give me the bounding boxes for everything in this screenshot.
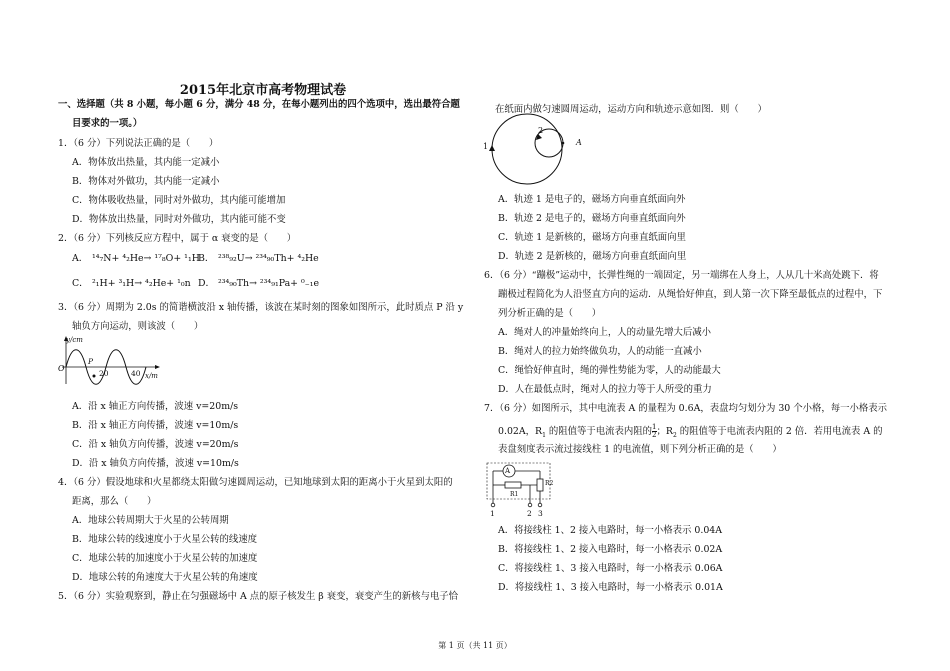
q7-fraction-numerator: 1 (652, 423, 657, 431)
q7-terminal-3-label: 3 (538, 509, 543, 518)
q5-option-c: C．轨迹 1 是新核的，磁场方向垂直纸面向里 (498, 232, 686, 243)
q7-terminal-1-label: 1 (490, 509, 495, 518)
q6-option-b: B．绳对人的拉力始终做负功，人的动能一直减小 (498, 346, 702, 357)
q3-option-a: A．沿 x 轴正方向传播，波速 v=20m/s (72, 401, 239, 412)
q6-stem-line2: 蹦极过程简化为人沿竖直方向的运动．从绳恰好伸直，到人第一次下降至最低点的过程中，下 (498, 289, 883, 300)
q2-option-c-label: C． (72, 278, 89, 289)
q2-option-a-equation: ¹⁴₇N+ ⁴₂He→ ¹⁷₈O+ ¹₁H (92, 253, 200, 264)
terminal-2-marker (528, 503, 532, 507)
page-title: 2015年北京市高考物理试卷 (179, 83, 347, 98)
resistor-r2 (537, 479, 543, 491)
q4-option-c: C．地球公转的加速度小于火星公转的加速度 (72, 553, 258, 564)
q4-option-a: A．地球公转周期大于火星的公转周期 (72, 515, 229, 526)
q7-r1-label: R1 (510, 491, 519, 498)
q2-option-b-equation: ²³⁸₉₂U→ ²³⁴₉₀Th+ ⁴₂He (218, 253, 319, 264)
q2-option-c-equation: ²₁H+ ³₁H→ ⁴₂He+ ¹₀n (92, 278, 191, 289)
q7-stem-part-d: ；R (656, 426, 673, 437)
terminal-1-marker (491, 503, 495, 507)
q4-stem-line2: 距离，那么（ ） (72, 496, 157, 507)
q7-option-d: D．将接线柱 1、3 接入电路时，每一小格表示 0.01A (498, 582, 723, 593)
q7-option-a: A．将接线柱 1、2 接入电路时，每一小格表示 0.04A (498, 525, 723, 536)
q5-option-a: A．轨迹 1 是电子的，磁场方向垂直纸面向外 (498, 194, 686, 205)
q1-option-a: A．物体放出热量，其内能一定减小 (72, 157, 220, 168)
q1-option-d: D．物体放出热量，同时对外做功，其内能可能不变 (72, 214, 286, 225)
q4-stem-line1: 4．（6 分）假设地球和火星都绕太阳做匀速圆周运动，已知地球到太阳的距离小于火星到太阳的 (58, 477, 453, 488)
point-p-marker (93, 375, 96, 378)
q3-stem-line1: 3．（6 分）周期为 2.0s 的简谐横波沿 x 轴传播，该波在某时刻的图象如图所示，此时质点 P 沿 y (58, 302, 464, 313)
q3-option-b: B．沿 x 轴正方向传播，波速 v=10m/s (72, 420, 239, 431)
q6-option-d: D．人在最低点时，绳对人的拉力等于人所受的重力 (498, 384, 712, 395)
q6-stem-line1: 6．（6 分）“蹦极”运动中，长弹性绳的一端固定，另一端绑在人身上，人从几十米高处跳下．将 (484, 270, 879, 281)
q5-trajectory-figure (484, 115, 584, 193)
q7-circuit-figure (485, 461, 565, 523)
page-footer: 第 1 页（共 11 页） (438, 641, 512, 650)
q7-ammeter-label: A (505, 467, 511, 475)
q7-stem-line3: 表盘刻度表示流过接线柱 1 的电流值，则下列分析正确的是（ ） (498, 444, 782, 455)
q3-origin-label: O (58, 364, 65, 373)
q4-option-b: B．地球公转的线速度小于火星公转的线速度 (72, 534, 258, 545)
q7-r1-subscript: 1 (542, 431, 546, 439)
trajectory-1-circle (492, 114, 562, 184)
q5-label-1: 1 (483, 142, 489, 151)
q3-tick-40: 40 (131, 369, 141, 378)
resistor-r1 (505, 482, 521, 488)
q1-option-b: B．物体对外做功，其内能一定减小 (72, 176, 220, 187)
x-axis-arrow (155, 365, 160, 369)
q3-stem-line2: 轴负方向运动，则该波（ ） (72, 321, 204, 332)
q1-option-c: C．物体吸收热量，同时对外做功，其内能可能增加 (72, 195, 286, 206)
trajectory-1-arrow (489, 145, 495, 151)
q7-option-c: C．将接线柱 1、3 接入电路时，每一小格表示 0.06A (498, 563, 723, 574)
q6-stem-line3: 列分析正确的是（ ） (498, 308, 602, 319)
q2-stem: 2．（6 分）下列核反应方程中，属于 α 衰变的是（ ） (58, 233, 297, 244)
q7-fraction-denominator: 2 (652, 431, 657, 439)
terminal-3-marker (538, 503, 542, 507)
q6-option-c: C．绳恰好伸直时，绳的弹性势能为零，人的动能最大 (498, 365, 721, 376)
q2-option-b-label: B． (198, 253, 215, 264)
q7-r2-subscript: 2 (672, 431, 677, 439)
q5-option-d: D．轨迹 2 是新核的，磁场方向垂直纸面向里 (498, 251, 687, 262)
q3-option-d: D．沿 x 轴负方向传播，波速 v=10m/s (72, 458, 239, 469)
q3-y-label: y/cm (66, 336, 83, 344)
q7-stem-line2 (498, 424, 883, 442)
q7-stem-line1: 7．（6 分）如图所示，其中电流表 A 的量程为 0.6A，表盘均匀划分为 30 个小格，每一小格表示 (484, 403, 887, 414)
section-heading-line1: 一、选择题（共 8 小题，每小题 6 分，满分 48 分，在每小题列出的四个选项中，选出最符合题 (58, 99, 460, 110)
q5-option-b: B．轨迹 2 是电子的，磁场方向垂直纸面向外 (498, 213, 686, 224)
q7-terminal-2-label: 2 (527, 509, 532, 518)
q7-r2-label: R2 (545, 480, 554, 487)
q7-stem-part-c: 的阻值等于电流表内阻的 (545, 426, 653, 437)
point-a-marker (562, 142, 565, 145)
q3-point-p-label: P (88, 357, 94, 366)
q4-option-d: D．地球公转的角速度大于火星公转的角速度 (72, 572, 258, 583)
q6-option-a: A．绳对人的冲量始终向上，人的动量先增大后减小 (498, 327, 712, 338)
q3-x-label: x/m (145, 372, 158, 380)
q2-option-d-label: D． (198, 278, 215, 289)
q3-option-c: C．沿 x 轴负方向传播，波速 v=20m/s (72, 439, 239, 450)
q5-label-a: A (576, 138, 582, 147)
q5-stem-line1: 5．（6 分）实验观察到，静止在匀强磁场中 A 点的原子核发生 β 衰变，衰变产生的新核与电子恰 (58, 591, 458, 602)
q2-option-a-label: A． (72, 253, 89, 264)
q1-stem: 1．（6 分）下列说法正确的是（ ） (58, 138, 219, 149)
q7-stem-part-f: 的阻值等于电流表内阻的 2 倍．若用电流表 A 的 (676, 426, 883, 437)
q5-label-2: 2 (538, 126, 544, 135)
q3-tick-20: 20 (99, 369, 109, 378)
q7-stem-part-a: 0.02A，R (498, 426, 543, 437)
q5-stem-line2: 在纸面内做匀速圆周运动，运动方向和轨迹示意如图．则（ ） (495, 104, 767, 115)
q2-option-d-equation: ²³⁴₉₀Th→ ²³⁴₉₁Pa+ ⁰₋₁e (218, 278, 320, 289)
section-heading-line2: 目要求的一项。） (72, 118, 143, 129)
q7-option-b: B．将接线柱 1、2 接入电路时，每一小格表示 0.02A (498, 544, 723, 555)
